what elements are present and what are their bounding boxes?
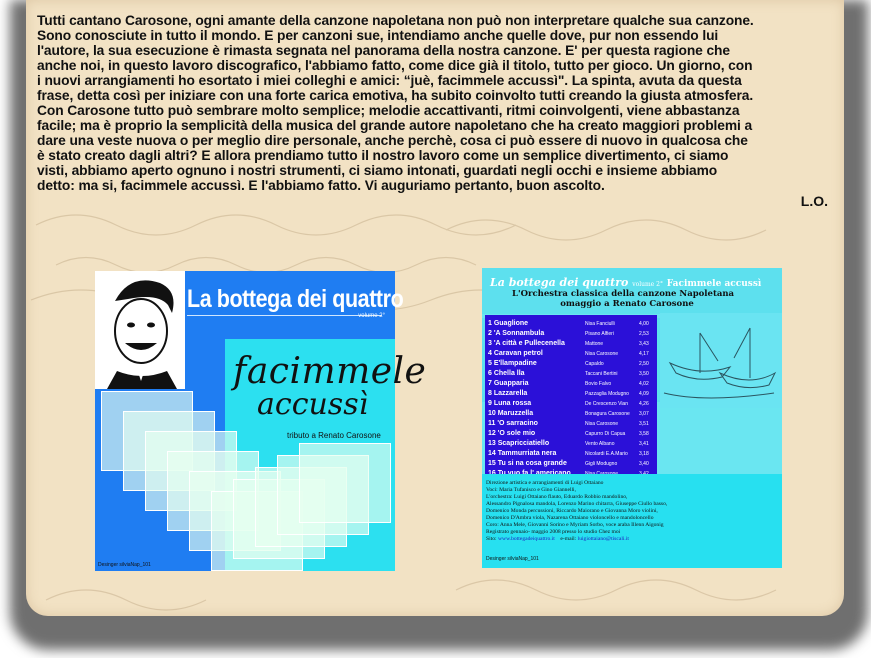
credit-line: Coro: Anna Mele, Giovanni Sorino e Myriam Sorbo, voce araba Illenn Aigonig — [486, 522, 664, 528]
track-duration: 2,50 — [639, 361, 649, 367]
credit-line: Domenico D'Ambra viola, Nazarena Ottaiano violoncello e mandoloncello — [486, 515, 654, 521]
track-duration: 3,58 — [639, 431, 649, 437]
track-author: Pazzaglia Modugno — [585, 391, 629, 397]
track-title: 14 Tammurriata nera — [488, 450, 557, 457]
front-title: La bottega dei quattro — [187, 285, 404, 313]
back-title-text: La bottega dei quattro — [490, 276, 629, 289]
email-link[interactable]: luigiottaiano@tiscali.it — [577, 536, 629, 542]
credit-line: Registrato gennaio- maggio 2008 presso lo studio Chez moi — [486, 529, 621, 535]
track-author: Gigli Modugno — [585, 461, 618, 467]
track-title: 12 'O sole mio — [488, 430, 536, 437]
track-duration: 4,02 — [639, 381, 649, 387]
tracklist — [485, 315, 657, 475]
track-row — [488, 320, 654, 330]
track-duration: 4,26 — [639, 401, 649, 407]
credits-block — [482, 474, 782, 568]
track-row — [488, 450, 654, 460]
track-row — [488, 440, 654, 450]
track-row — [488, 390, 654, 400]
back-designer: Desinger silviaNap_101 — [486, 556, 539, 562]
track-title: 13 Scapricciatiello — [488, 440, 550, 447]
track-author: Bonagura Carosone — [585, 411, 630, 417]
article-line: facile; ma è proprio la semplicità della musica del grande autore napoletano che ha creato maggiori problemi a — [37, 118, 753, 133]
track-author: Capurro Di Capua — [585, 431, 626, 437]
front-volume: volume 2° — [358, 313, 385, 319]
email-label: e-mail: — [560, 536, 577, 542]
track-title: 10 Maruzzella — [488, 410, 534, 417]
track-duration: 3,18 — [639, 451, 649, 457]
track-duration: 3,50 — [639, 371, 649, 377]
track-author: Nisa Fanciulli — [585, 321, 615, 327]
article-line: detto: ma si, facimmele accussì. E l'abbiamo fatto. Vi auguriamo pertanto, buon ascolto. — [37, 178, 605, 193]
track-row — [488, 460, 654, 470]
track-title: 3 'A città e Pullecenella — [488, 340, 565, 347]
album-back-cover[interactable] — [482, 268, 782, 568]
track-row — [488, 430, 654, 440]
article-text — [37, 13, 829, 193]
track-author: Capaldo — [585, 361, 604, 367]
credit-line: Domenico Monda percussioni, Riccardo Maiorano e Giovanna Moro violini, — [486, 508, 658, 514]
track-duration: 4,17 — [639, 351, 649, 357]
credit-line: Alessandro Pignalosa mandola, Lorenzo Marino chitarra, Giuseppe Ciullo basso, — [486, 501, 668, 507]
site-link[interactable]: www.bottegadeiquattro.it — [497, 536, 555, 542]
track-row — [488, 380, 654, 390]
track-author: Nicolardi E.A.Mario — [585, 451, 628, 457]
track-author: Vento Albano — [585, 441, 615, 447]
track-row — [488, 350, 654, 360]
tribute-text: tributo a Renato Carosone — [287, 431, 381, 440]
track-title: 6 Chella lla — [488, 370, 525, 377]
track-title: 15 Tu si na cosa grande — [488, 460, 567, 467]
track-row — [488, 400, 654, 410]
track-duration: 4,00 — [639, 321, 649, 327]
article-line: i nuovi arrangiamenti ho esortato i miei colleghi e amici: “juè, facimmele accussì". La spinta, avuta da questa — [37, 73, 742, 88]
carosone-portrait — [95, 271, 185, 389]
boats-sketch — [660, 313, 782, 408]
back-subtitle-line1: L'Orchestra classica della canzone Napoletana — [512, 289, 735, 299]
title-rule — [187, 315, 382, 316]
front-designer: Desinger silviaNap_101 — [98, 562, 151, 568]
article-line: l'autore, la sua esecuzione è rimasta segnata nel panorama della nostra canzone. E' per questa ragione che — [37, 43, 730, 58]
album-title-line2: accussì — [257, 387, 369, 422]
track-author: Taccani Bertini — [585, 371, 618, 377]
track-duration: 4,09 — [639, 391, 649, 397]
track-duration: 2,53 — [639, 331, 649, 337]
track-row — [488, 360, 654, 370]
article-line: è stato creato dagli altri? E allora prendiamo tutto il nostro lavoro come un semplice divertimento, ci siamo — [37, 148, 729, 163]
track-duration: 3,40 — [639, 461, 649, 467]
track-row — [488, 330, 654, 340]
track-duration: 3,43 — [639, 341, 649, 347]
back-title — [490, 276, 761, 289]
back-subtitle-line2: omaggio a Renato Carosone — [560, 299, 694, 309]
credit-line: Direzione artistica e arrangiamenti di Luigi Ottaiano — [486, 480, 604, 486]
track-title: 2 'A Sonnambula — [488, 330, 545, 337]
site-label: Sito: — [486, 536, 497, 542]
credit-line: L'orchestra: Luigi Ottaiano flauto, Eduardo Robbio mandolino, — [486, 494, 628, 500]
track-duration: 3,07 — [639, 411, 649, 417]
track-row — [488, 410, 654, 420]
album-front-cover[interactable] — [95, 271, 427, 571]
track-row — [488, 370, 654, 380]
track-title: 1 Guaglione — [488, 320, 529, 327]
article-line: frase, detta così per iniziare con una forte carica emotiva, ha subito coinvolto tutti creando la giusta atmosfera. — [37, 88, 754, 103]
track-title: 5 E'llampadine — [488, 360, 537, 367]
track-author: De Crescenzo Vian — [585, 401, 628, 407]
track-title: 8 Lazzarella — [488, 390, 528, 397]
track-title: 7 Guapparia — [488, 380, 529, 387]
track-author: Nisa Carosone — [585, 421, 619, 427]
back-album: Facimmele accussì — [666, 279, 762, 289]
contact-line — [486, 536, 778, 543]
article-line: visti, abbiamo aperto ognuno i nostri strumenti, ci siamo intonati, guardati negli occhi e insieme abbiamo — [37, 163, 718, 178]
track-title: 11 'O sarracino — [488, 420, 538, 427]
article-line: anche noi, in questo lavoro discografico, l'abbiamo fatto, come dice già il titolo, tutto per gioco. Un giorno, con — [37, 58, 753, 73]
back-volume: volume 2° — [632, 281, 663, 288]
track-duration: 3,41 — [639, 441, 649, 447]
track-row — [488, 340, 654, 350]
track-author: Pisano Alfieri — [585, 331, 614, 337]
article-line: dare una veste nuova o per meglio dire personale, anche perchè, cosa ci può essere di nuovo in qualcosa che — [37, 133, 748, 148]
track-author: Nisa Carosone — [585, 351, 619, 357]
album-title-line1: facimmele — [233, 351, 427, 392]
credit-line: Voci: Maria Tufanisco e Gino Giannelli, — [486, 487, 577, 493]
track-duration: 3,51 — [639, 421, 649, 427]
signature: L.O. — [800, 193, 828, 209]
article-line: Tutti cantano Carosone, ogni amante della canzone napoletana non può non interpretare qualche sua canzone. — [37, 13, 754, 28]
track-title: 9 Luna rossa — [488, 400, 532, 407]
article-line: Sono conosciute in tutto il mondo. E per canzoni sue, intendiamo anche quelle dove, pur non essendo lui — [37, 28, 719, 43]
article-line: Con Carosone tutto può sembrare molto semplice; melodie accattivanti, ritmi coinvolgenti, viene abbastanza — [37, 103, 740, 118]
track-row — [488, 420, 654, 430]
track-author: Bovio Falvo — [585, 381, 612, 387]
track-title: 4 Caravan petrol — [488, 350, 543, 357]
back-subtitle — [512, 289, 734, 309]
track-author: Mattone — [585, 341, 604, 347]
